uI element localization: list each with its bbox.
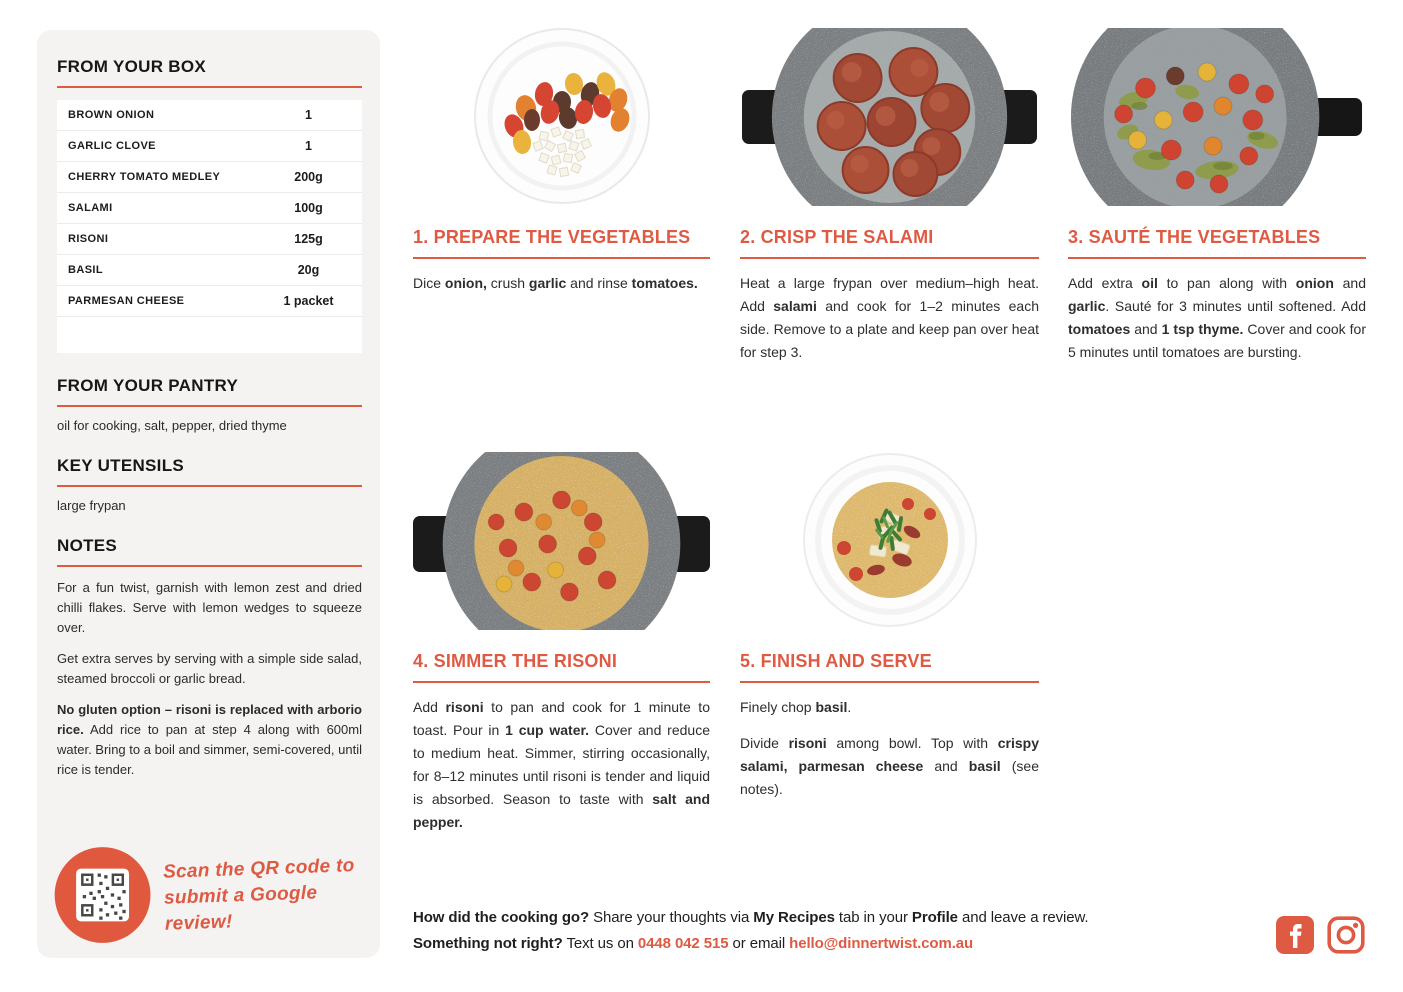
ingredients-table	[57, 100, 362, 353]
key-utensils-title: KEY UTENSILS	[57, 456, 185, 475]
ingredient-row	[57, 255, 362, 286]
step-1-title: 1. PREPARE THE VEGETABLES	[413, 227, 691, 247]
ingredient-name: GARLIC CLOVE	[68, 140, 156, 152]
frypan-salami-image	[740, 28, 1039, 206]
pantry-text: oil for cooking, salt, pepper, dried thyme	[57, 418, 287, 433]
notes-paragraph: Get extra serves by serving with a simple side salad, steamed broccoli or garlic bread.	[57, 651, 362, 686]
ingredient-name: BROWN ONION	[68, 109, 155, 121]
ingredient-name: RISONI	[68, 233, 109, 245]
footer-line-2: Something not right? Text us on 0448 042 515 or email hello@dinnertwist.com.au	[413, 935, 974, 952]
step-rule	[413, 257, 710, 259]
qr-caption	[163, 852, 381, 937]
step-3	[1068, 28, 1366, 364]
frypan-risoni-image	[413, 452, 710, 630]
ingredient-qty: 100g	[294, 201, 323, 215]
ingredient-qty: 1	[305, 108, 312, 122]
notes-title: NOTES	[57, 536, 118, 555]
utensils-text: large frypan	[57, 498, 126, 513]
step-rule	[413, 681, 710, 683]
ingredient-name: SALAMI	[68, 202, 113, 214]
step-5-photo	[740, 452, 1039, 630]
qr-code-icon	[53, 843, 152, 947]
section-rule	[57, 86, 362, 88]
step-5	[740, 452, 1039, 801]
section-rule	[57, 485, 362, 487]
ingredients-sidebar	[37, 30, 380, 958]
qr-caption-line1: Scan the QR code to	[162, 855, 356, 883]
ingredient-name: BASIL	[68, 264, 103, 276]
step-2-text: Heat a large frypan over medium–high heat. Add salami and cook for 1–2 minutes each side. Remove to a plate and keep pan over heat for step 3.	[740, 275, 1039, 360]
ingredient-row	[57, 100, 362, 131]
step-5-text-2: Divide risoni among bowl. Top with crispy salami, parmesan cheese and basil (see notes).	[740, 735, 1039, 797]
step-2-title: 2. CRISP THE SALAMI	[740, 227, 934, 247]
step-5-text: Finely chop basil.	[740, 699, 852, 715]
ingredient-name: PARMESAN CHEESE	[68, 295, 185, 307]
step-rule	[740, 257, 1039, 259]
step-1-text: Dice onion, crush garlic and rinse tomatoes.	[413, 275, 698, 291]
ingredient-qty: 1 packet	[283, 294, 334, 308]
instagram-icon[interactable]	[1327, 916, 1365, 954]
ingredient-row-empty	[57, 317, 362, 353]
step-rule	[1068, 257, 1366, 259]
frypan-tomatoes-image	[1068, 28, 1366, 206]
social-icons	[1276, 916, 1365, 954]
step-4-text: Add risoni to pan and cook for 1 minute to toast. Pour in 1 cup water. Cover and reduce to medium heat. Simmer, stirring occasionally, for 8–12 minutes until risoni is tender and liquid is absorbed. Season to taste with salt and pepper.	[413, 699, 711, 830]
step-4	[413, 452, 710, 834]
ingredient-row	[57, 131, 362, 162]
step-rule	[740, 681, 1039, 683]
plate-tomatoes-onion-image	[462, 28, 662, 206]
step-4-title: 4. SIMMER THE RISONI	[413, 651, 618, 671]
step-5-title: 5. FINISH AND SERVE	[740, 651, 932, 671]
step-3-title: 3. SAUTÉ THE VEGETABLES	[1068, 227, 1321, 247]
step-1	[413, 28, 710, 295]
step-2-photo	[740, 28, 1039, 206]
ingredient-row	[57, 286, 362, 317]
plated-bowl-image	[790, 452, 990, 630]
step-4-photo	[413, 452, 710, 630]
section-rule	[57, 405, 362, 407]
google-review-callout	[53, 843, 380, 947]
from-your-pantry-title: FROM YOUR PANTRY	[57, 376, 239, 395]
step-3-photo	[1068, 28, 1366, 206]
ingredient-qty: 200g	[294, 170, 323, 184]
ingredient-qty: 20g	[297, 263, 320, 277]
step-2	[740, 28, 1039, 364]
notes-paragraph: No gluten option – risoni is replaced with arborio rice. Add rice to pan at step 4 along with 600ml water. Bring to a boil and simmer, semi-covered, until rice is tender.	[57, 702, 362, 777]
ingredient-row	[57, 224, 362, 255]
step-1-photo	[413, 28, 710, 206]
ingredient-qty: 125g	[294, 232, 323, 246]
facebook-icon[interactable]	[1276, 916, 1314, 954]
footer	[413, 905, 1293, 957]
section-rule	[57, 565, 362, 567]
from-your-box-title: FROM YOUR BOX	[57, 57, 207, 76]
step-3-text: Add extra oil to pan along with onion and garlic. Sauté for 3 minutes until softened. Add tomatoes and 1 tsp thyme. Cover and cook for 5 minutes until tomatoes are bursting.	[1068, 275, 1366, 360]
ingredient-name: CHERRY TOMATO MEDLEY	[68, 171, 221, 183]
qr-caption-line2: submit a Google review!	[163, 882, 318, 935]
ingredient-row	[57, 162, 362, 193]
footer-line-1: How did the cooking go? Share your thoughts via My Recipes tab in your Profile and leave a review.	[413, 909, 1089, 926]
notes-paragraph: For a fun twist, garnish with lemon zest and dried chilli flakes. Serve with lemon wedges to squeeze over.	[57, 580, 362, 635]
ingredient-row	[57, 193, 362, 224]
ingredient-qty: 1	[305, 139, 312, 153]
